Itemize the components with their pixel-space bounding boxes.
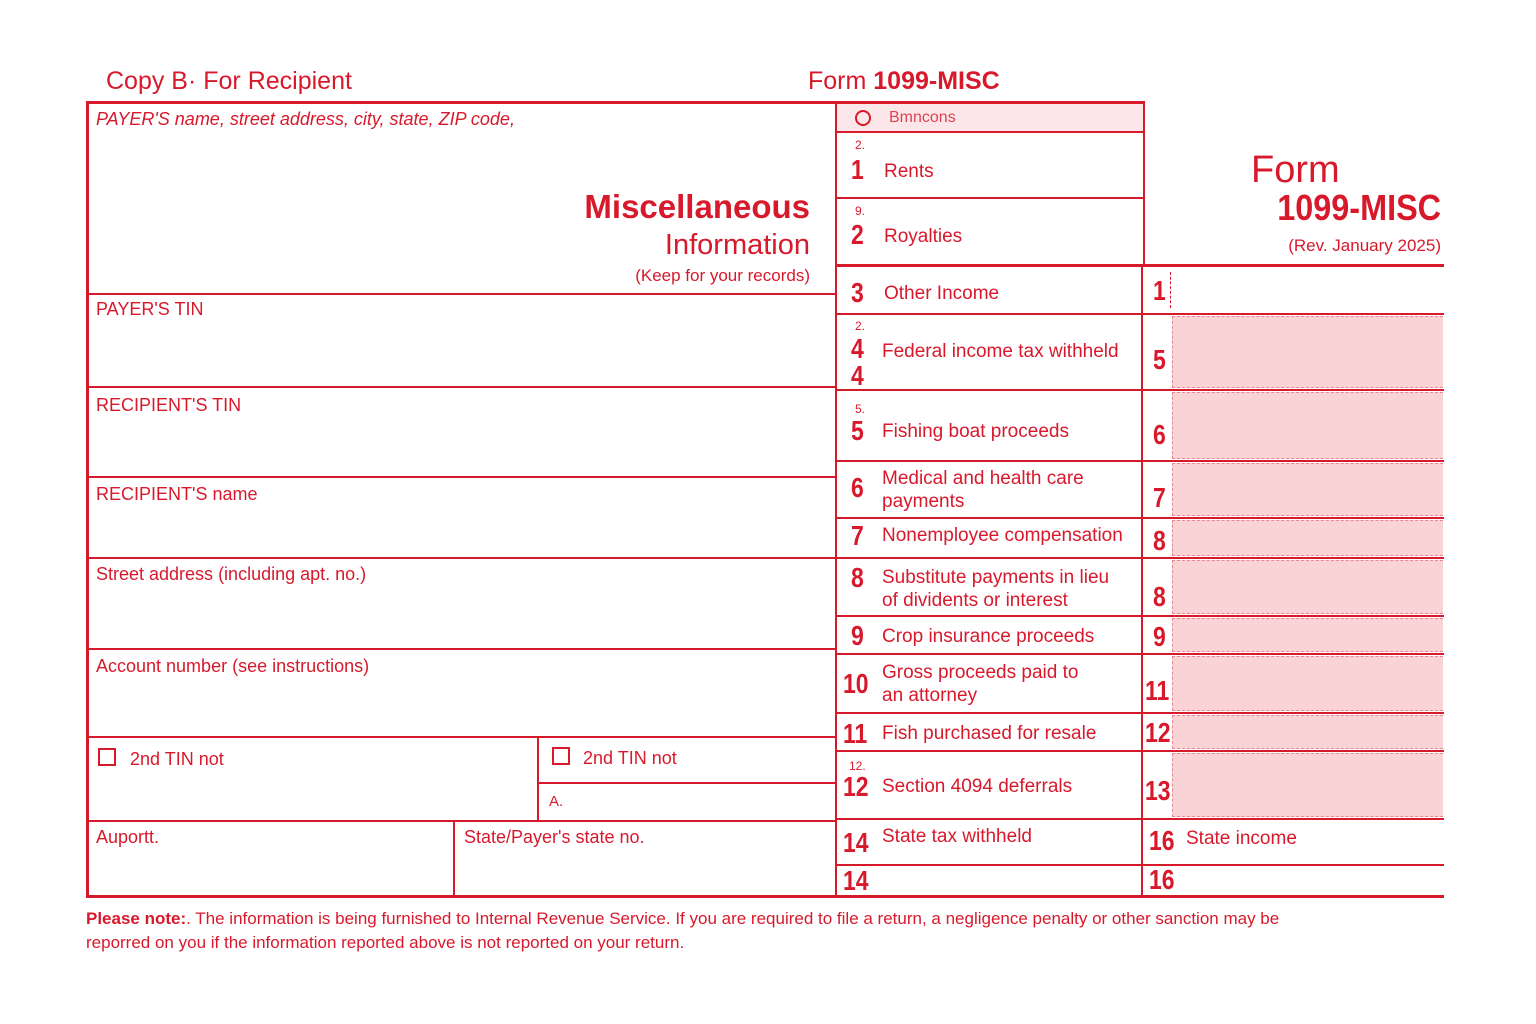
street-address-label: Street address (including apt. no.) bbox=[96, 564, 367, 584]
second-tin-checkbox-1[interactable] bbox=[98, 748, 116, 766]
recipient-name-label: RECIPIENT'S name bbox=[96, 484, 258, 504]
right-box-11: 11 bbox=[1145, 675, 1170, 706]
header-form-prefix: Form bbox=[808, 67, 867, 95]
amount-box-11[interactable] bbox=[1172, 656, 1443, 711]
frame-bottom bbox=[86, 895, 1444, 898]
amount-box-13[interactable] bbox=[1172, 753, 1443, 817]
separator bbox=[86, 820, 836, 822]
form-title-main: Miscellaneous bbox=[584, 188, 810, 225]
row-2-label: Royalties bbox=[884, 226, 963, 247]
row-10-label-2: an attorney bbox=[882, 685, 978, 706]
row-11-label: Fish purchased for resale bbox=[882, 723, 1097, 744]
row-8-label-2: of dividents or interest bbox=[882, 590, 1068, 611]
amount-box-1-divider bbox=[1170, 272, 1171, 308]
row-7-number: 7 bbox=[851, 520, 864, 551]
amount-box-9[interactable] bbox=[1172, 618, 1443, 652]
amount-box-5[interactable] bbox=[1172, 316, 1443, 388]
row-9-label: Crop insurance proceeds bbox=[882, 626, 1095, 647]
footer-note-text1: . The information is being furnished to Internal Revenue Service. If you are required to file a return, a negligence penalty or other sanction may be bbox=[186, 909, 1280, 928]
right-box-6: 6 bbox=[1153, 419, 1166, 450]
right-box-1: 1 bbox=[1153, 275, 1166, 306]
row-12-number: 12 bbox=[843, 771, 869, 802]
form-title-sub: Information bbox=[664, 229, 810, 261]
separator bbox=[86, 557, 836, 559]
row-2-small: 9. bbox=[855, 204, 866, 218]
state-income-label: State income bbox=[1186, 828, 1297, 849]
separator-v bbox=[537, 736, 539, 821]
row-4-number: 4 bbox=[851, 333, 864, 364]
row-4-number-2: 4 bbox=[851, 360, 864, 391]
payer-tin-label: PAYER'S TIN bbox=[96, 299, 204, 319]
separator bbox=[538, 782, 836, 784]
separator bbox=[86, 476, 836, 478]
separator-wide bbox=[836, 264, 1444, 267]
row-6-number: 6 bbox=[851, 472, 864, 503]
row-10-number: 10 bbox=[843, 668, 869, 699]
separator bbox=[836, 750, 1444, 752]
row-5-small: 5. bbox=[855, 402, 866, 416]
row-5-label: Fishing boat proceeds bbox=[882, 421, 1069, 442]
top-box-label: Bmncons bbox=[889, 109, 956, 126]
bottom-box-16: 16 bbox=[1149, 864, 1175, 895]
right-box-9: 9 bbox=[1153, 621, 1166, 652]
separator bbox=[836, 517, 1444, 519]
right-box-13: 13 bbox=[1145, 775, 1171, 806]
amount-box-12[interactable] bbox=[1172, 715, 1443, 749]
account-number-label: Account number (see instructions) bbox=[96, 656, 370, 676]
header-form-title bbox=[808, 66, 1000, 96]
state-payer-label: State/Payer's state no. bbox=[464, 827, 645, 847]
row-8-number: 8 bbox=[851, 562, 864, 593]
right-form-number: 1099-MISC bbox=[1277, 187, 1441, 228]
row-1-small: 2. bbox=[855, 138, 866, 152]
amount-box-8b[interactable] bbox=[1172, 560, 1443, 614]
right-box-12: 12 bbox=[1145, 717, 1171, 748]
row-14-number: 14 bbox=[843, 827, 869, 858]
row-7-label: Nonemployee compensation bbox=[882, 525, 1123, 546]
second-tin-label-1: 2nd TIN not bbox=[130, 749, 224, 769]
row-1-number: 1 bbox=[851, 154, 864, 185]
separator bbox=[836, 557, 1444, 559]
separator bbox=[86, 736, 836, 738]
second-tin-label-2: 2nd TIN not bbox=[583, 748, 677, 768]
separator bbox=[836, 653, 1444, 655]
right-form-word: Form bbox=[1251, 149, 1340, 191]
right-box-5: 5 bbox=[1153, 344, 1166, 375]
row-6-label: Medical and health care bbox=[882, 468, 1084, 489]
state-income-number: 16 bbox=[1149, 825, 1175, 856]
row-12-small: 12. bbox=[849, 759, 866, 773]
row-11-number: 11 bbox=[843, 718, 868, 749]
header-form-number: 1099-MISC bbox=[873, 67, 1000, 95]
magnifier-circle-icon bbox=[855, 110, 871, 126]
separator bbox=[836, 313, 1444, 315]
recipient-tin-label: RECIPIENT'S TIN bbox=[96, 395, 242, 415]
separator bbox=[86, 386, 836, 388]
right-box-7: 7 bbox=[1153, 482, 1166, 513]
footer-note-bold: Please note: bbox=[86, 909, 187, 928]
small-a-label: A. bbox=[549, 793, 564, 810]
separator bbox=[86, 648, 836, 650]
footer-note-line2: reporred on you if the information reported above is not reported on your return. bbox=[86, 933, 685, 952]
amount-box-7[interactable] bbox=[1172, 463, 1443, 516]
divider-middle-right bbox=[1141, 266, 1143, 897]
separator-v bbox=[453, 820, 455, 896]
row-3-label: Other Income bbox=[884, 283, 1000, 304]
separator bbox=[836, 712, 1444, 714]
frame-left bbox=[86, 101, 89, 898]
row-10-label: Gross proceeds paid to bbox=[882, 662, 1079, 683]
row-1-label: Rents bbox=[884, 161, 934, 182]
second-tin-checkbox-2[interactable] bbox=[552, 747, 570, 765]
keep-note: (Keep for your records) bbox=[635, 266, 810, 285]
row-4-small: 2. bbox=[855, 319, 866, 333]
frame-top-left bbox=[86, 101, 838, 104]
top-box-fill bbox=[837, 104, 1143, 131]
aport-label: Auportt. bbox=[96, 827, 160, 847]
footer-note-line1 bbox=[86, 907, 1279, 931]
row-3-number: 3 bbox=[851, 277, 864, 308]
separator bbox=[836, 818, 1444, 820]
divider-left-middle bbox=[835, 101, 837, 897]
row-14b-number: 14 bbox=[843, 865, 869, 896]
amount-box-8a[interactable] bbox=[1172, 520, 1443, 556]
amount-box-6[interactable] bbox=[1172, 392, 1443, 459]
separator bbox=[86, 293, 836, 295]
right-box-8b: 8 bbox=[1153, 581, 1166, 612]
separator bbox=[836, 615, 1444, 617]
separator bbox=[836, 864, 1444, 866]
right-rev: (Rev. January 2025) bbox=[1288, 236, 1441, 255]
row-5-number: 5 bbox=[851, 415, 864, 446]
divider-middle-top bbox=[1143, 101, 1145, 266]
separator bbox=[836, 197, 1144, 199]
right-box-8a: 8 bbox=[1153, 525, 1166, 556]
row-8-label: Substitute payments in lieu bbox=[882, 567, 1110, 588]
row-6-label-2: payments bbox=[882, 491, 965, 512]
row-9-number: 9 bbox=[851, 620, 864, 651]
payer-name-label: PAYER'S name, street address, city, state, ZIP code, bbox=[96, 109, 515, 129]
separator bbox=[836, 460, 1444, 462]
row-4-label: Federal income tax withheld bbox=[882, 341, 1119, 362]
row-12-label: Section 4094 deferrals bbox=[882, 776, 1073, 797]
row-14-label: State tax withheld bbox=[882, 826, 1032, 847]
separator bbox=[836, 389, 1444, 391]
row-2-number: 2 bbox=[851, 219, 864, 250]
copy-label: Copy B· For Recipient bbox=[106, 67, 352, 95]
separator bbox=[836, 131, 1144, 133]
